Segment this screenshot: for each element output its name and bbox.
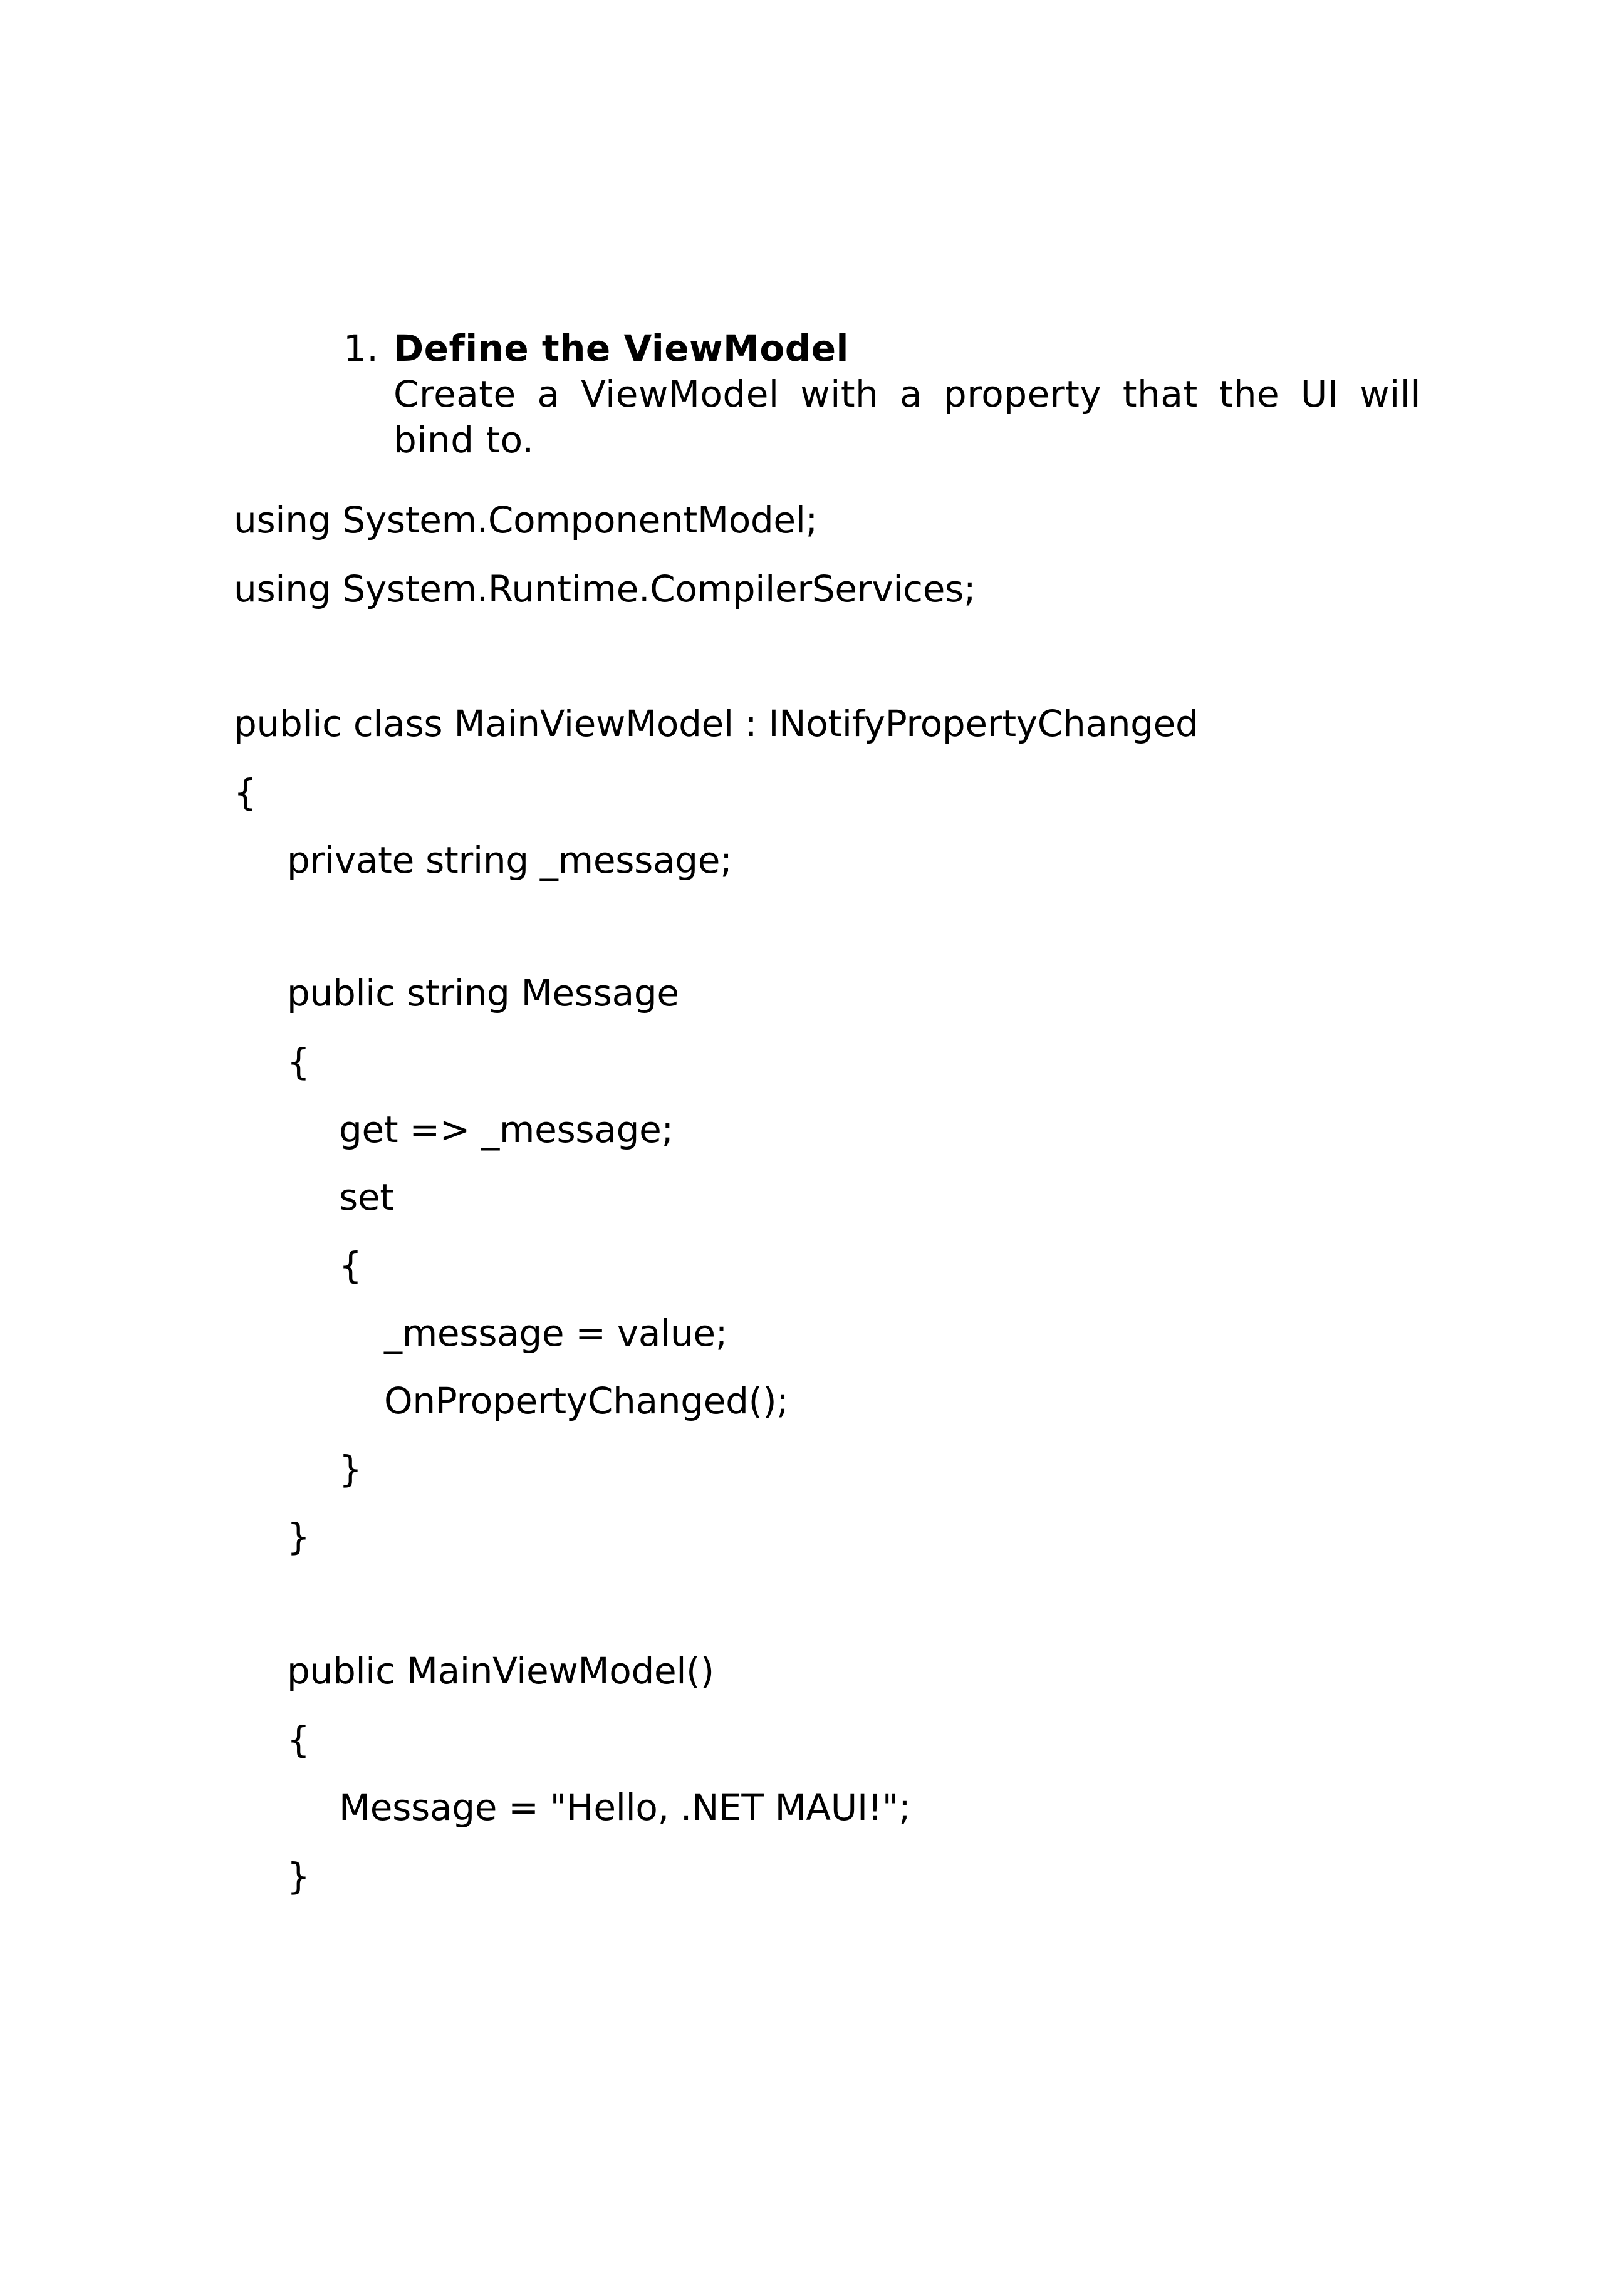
- code-line: public string Message: [287, 972, 679, 1014]
- code-line: OnPropertyChanged();: [384, 1379, 789, 1422]
- code-line: }: [287, 1515, 310, 1558]
- code-line: get => _message;: [339, 1108, 674, 1151]
- code-line: {: [339, 1244, 362, 1287]
- code-line: public MainViewModel(): [287, 1649, 714, 1692]
- code-line: }: [287, 1855, 310, 1898]
- code-line: {: [234, 771, 257, 814]
- code-line: public class MainViewModel : INotifyPropertyChanged: [234, 702, 1199, 745]
- code-line: set: [339, 1176, 394, 1218]
- code-line: {: [287, 1041, 310, 1083]
- code-line: Message = "Hello, .NET MAUI!";: [339, 1786, 911, 1829]
- code-line: private string _message;: [287, 839, 732, 881]
- code-line: using System.ComponentModel;: [234, 499, 818, 541]
- code-line: }: [339, 1448, 362, 1490]
- code-line: _message = value;: [384, 1312, 727, 1354]
- code-line: {: [287, 1718, 310, 1761]
- step-description: Create a ViewModel with a property that the UI will bind to.: [393, 373, 1421, 461]
- step-number: 1.: [343, 327, 379, 370]
- code-line: using System.Runtime.CompilerServices;: [234, 568, 976, 610]
- step-title: Define the ViewModel: [393, 327, 849, 370]
